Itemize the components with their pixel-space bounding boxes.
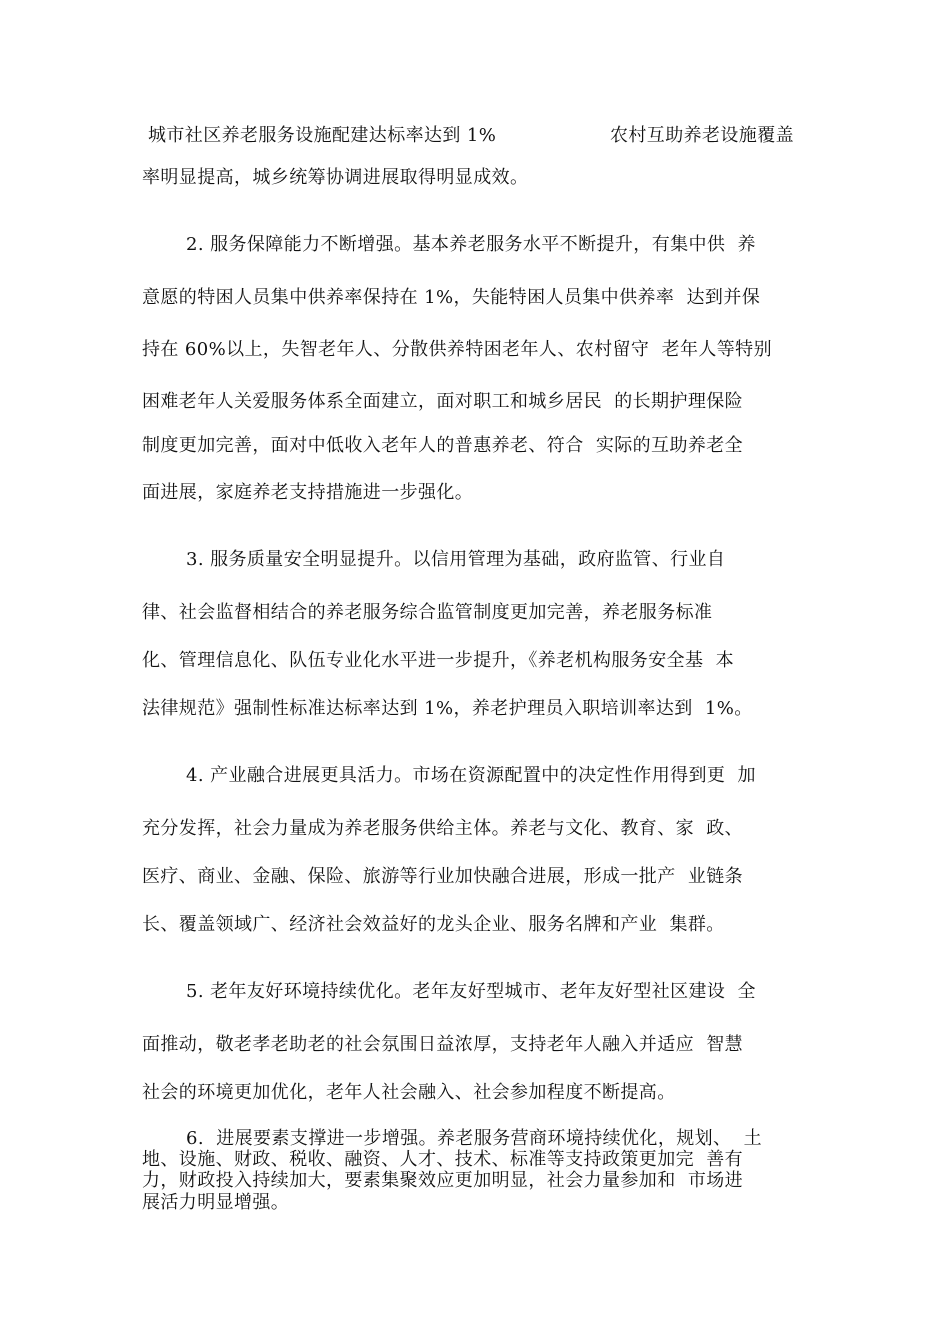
paragraph-line: 社会的环境更加优化，老年人社会融入、社会参加程度不断提高。 bbox=[142, 1082, 676, 1103]
paragraph-line: 4. 产业融合进展更具活力。市场在资源配置中的决定性作用得到更 加 bbox=[186, 765, 756, 786]
intro-line-2: 率明显提高，城乡统筹协调进展取得明显成效。 bbox=[142, 167, 529, 188]
paragraph-line: 展活力明显增强。 bbox=[142, 1192, 290, 1213]
paragraph-line: 长、覆盖领域广、经济社会效益好的龙头企业、服务名牌和产业 集群。 bbox=[142, 914, 725, 935]
paragraph-line: 医疗、商业、金融、保险、旅游等行业加快融合进展，形成一批产 业链条 bbox=[142, 866, 744, 887]
paragraph-line: 化、管理信息化、队伍专业化水平进一步提升，《养老机构服务安全基 本 bbox=[142, 650, 735, 671]
paragraph-line: 制度更加完善，面对中低收入老年人的普惠养老、符合 实际的互助养老全 bbox=[142, 435, 744, 456]
paragraph-line: 2. 服务保障能力不断增强。基本养老服务水平不断提升，有集中供 养 bbox=[186, 234, 756, 255]
paragraph-line: 地、设施、财政、税收、融资、人才、技术、标准等支持政策更加完 善有 bbox=[142, 1149, 744, 1170]
paragraph-line: 面进展，家庭养老支持措施进一步强化。 bbox=[142, 482, 474, 503]
paragraph-line: 充分发挥，社会力量成为养老服务供给主体。养老与文化、教育、家 政、 bbox=[142, 818, 744, 839]
paragraph-line: 5. 老年友好环境持续优化。老年友好型城市、老年友好型社区建设 全 bbox=[186, 981, 756, 1002]
intro-line-1b: 农村互助养老设施覆盖 bbox=[610, 125, 794, 146]
paragraph-line: 律、社会监督相结合的养老服务综合监管制度更加完善，养老服务标准 bbox=[142, 602, 713, 623]
paragraph-line: 持在 60%以上，失智老年人、分散供养特困老年人、农村留守 老年人等特别 bbox=[142, 339, 772, 360]
paragraph-line: 3. 服务质量安全明显提升。以信用管理为基础，政府监管、行业自 bbox=[186, 549, 726, 570]
paragraph-line: 力，财政投入持续加大，要素集聚效应更加明显，社会力量参加和 市场进 bbox=[142, 1170, 744, 1191]
paragraph-line: 意愿的特困人员集中供养率保持在 1%，失能特困人员集中供养率 达到并保 bbox=[142, 287, 761, 308]
paragraph-line: 面推动，敬老孝老助老的社会氛围日益浓厚，支持老年人融入并适应 智慧 bbox=[142, 1034, 744, 1055]
paragraph-line: 6. 进展要素支撑进一步增强。养老服务营商环境持续优化，规划、 土 bbox=[186, 1128, 763, 1149]
intro-line-1a: 城市社区养老服务设施配建达标率达到 1% bbox=[148, 125, 497, 146]
paragraph-line: 困难老年人关爱服务体系全面建立，面对职工和城乡居民 的长期护理保险 bbox=[142, 391, 744, 412]
paragraph-line: 法律规范》强制性标准达标率达到 1%，养老护理员入职培训率达到 1%。 bbox=[142, 698, 753, 719]
